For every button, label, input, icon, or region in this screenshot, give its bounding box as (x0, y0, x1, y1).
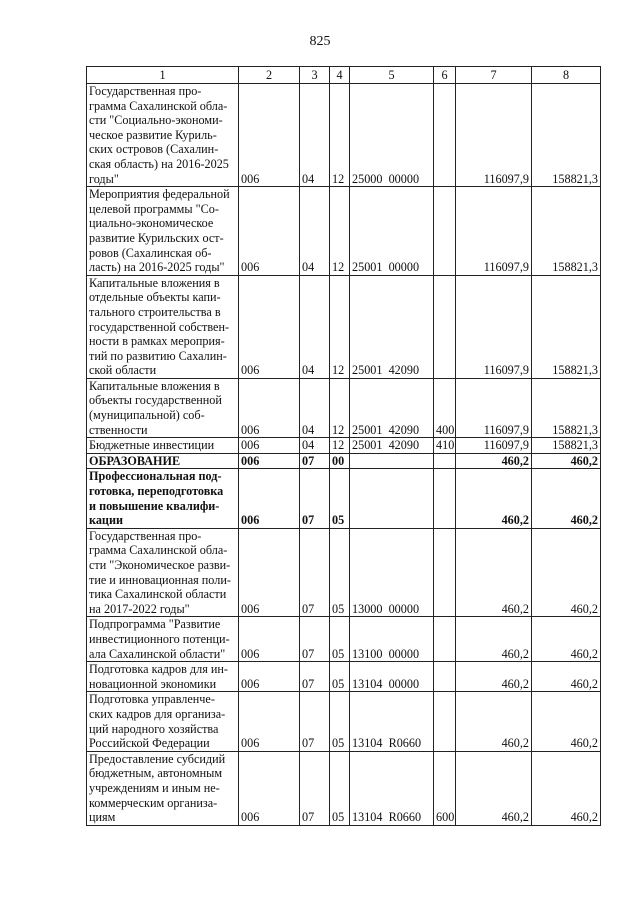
row-name-cell (87, 617, 239, 662)
row-ministry-code: 006 (239, 378, 300, 437)
row-amount-col7: 460,2 (456, 692, 532, 751)
table-header-row (87, 67, 601, 84)
table-row (87, 187, 601, 276)
table-row (87, 662, 601, 692)
table-row (87, 84, 601, 187)
row-amount-col8: 460,2 (532, 751, 601, 825)
row-amount-col8: 460,2 (532, 692, 601, 751)
row-amount-col7: 116097,9 (456, 84, 532, 187)
row-amount-col7: 116097,9 (456, 187, 532, 276)
header-col-6: 6 (434, 67, 456, 84)
table-row (87, 378, 601, 437)
row-name-text: Профессиональная под- готовка, переподготовка и повышение квалифи- кации (89, 469, 224, 528)
row-expense-type: 400 (434, 378, 456, 437)
table-row (87, 692, 601, 751)
row-subsection-code: 05 (330, 528, 350, 617)
row-ministry-code: 006 (239, 438, 300, 454)
row-subsection-code: 00 (330, 453, 350, 469)
row-expense-type (434, 275, 456, 378)
header-col-7: 7 (456, 67, 532, 84)
table-row (87, 528, 601, 617)
row-ministry-code: 006 (239, 528, 300, 617)
row-subsection-code: 05 (330, 469, 350, 528)
row-amount-col8: 460,2 (532, 617, 601, 662)
row-ministry-code: 006 (239, 453, 300, 469)
row-subsection-code: 05 (330, 617, 350, 662)
row-target-code: 13100 00000 (350, 617, 434, 662)
row-section-code: 07 (300, 617, 330, 662)
row-name-cell (87, 187, 239, 276)
row-target-code: 25001 42090 (350, 378, 434, 437)
row-section-code: 04 (300, 438, 330, 454)
row-section-code: 07 (300, 528, 330, 617)
row-amount-col7: 116097,9 (456, 275, 532, 378)
row-subsection-code: 05 (330, 751, 350, 825)
row-amount-col7: 116097,9 (456, 438, 532, 454)
row-ministry-code: 006 (239, 662, 300, 692)
row-name-text: Предоставление субсидий бюджетным, автономным учреждениям и иным не- коммерческим организа- циям (89, 751, 226, 825)
row-amount-col7: 460,2 (456, 469, 532, 528)
table-body (87, 67, 601, 826)
row-amount-col8: 460,2 (532, 453, 601, 469)
table-row (87, 751, 601, 825)
row-target-code: 13104 R0660 (350, 692, 434, 751)
row-ministry-code: 006 (239, 617, 300, 662)
row-target-code: 25001 00000 (350, 187, 434, 276)
row-section-code: 07 (300, 453, 330, 469)
row-amount-col8: 158821,3 (532, 84, 601, 187)
row-section-code: 04 (300, 84, 330, 187)
row-expense-type: 410 (434, 438, 456, 454)
row-section-code: 07 (300, 692, 330, 751)
row-ministry-code: 006 (239, 692, 300, 751)
row-amount-col7: 460,2 (456, 617, 532, 662)
row-amount-col8: 158821,3 (532, 438, 601, 454)
row-amount-col7: 460,2 (456, 528, 532, 617)
row-name-text: Капитальные вложения в отдельные объекты капи- тального строительства в государственной собствен- ности в рамках мероприя- тий по развитию Сахалин- ской области (89, 275, 230, 378)
row-ministry-code: 006 (239, 275, 300, 378)
row-name-cell (87, 528, 239, 617)
row-ministry-code: 006 (239, 751, 300, 825)
row-subsection-code: 05 (330, 692, 350, 751)
header-col-5: 5 (350, 67, 434, 84)
row-name-cell (87, 275, 239, 378)
row-amount-col7: 460,2 (456, 453, 532, 469)
row-target-code (350, 453, 434, 469)
row-name-cell (87, 453, 239, 469)
table-row (87, 438, 601, 454)
row-expense-type (434, 469, 456, 528)
table-row (87, 453, 601, 469)
row-section-code: 07 (300, 469, 330, 528)
row-name-text: Государственная про- грамма Сахалинской обла- сти "Социально-экономи- ческое развитие Куриль- ских островов (Сахалин- ская область) на 2016-2025 годы" (89, 84, 229, 186)
row-expense-type (434, 528, 456, 617)
row-name-cell (87, 84, 239, 187)
row-name-text: Подготовка управленче- ских кадров для организа- ций народного хозяйства Российской Федерации (89, 692, 226, 751)
row-subsection-code: 05 (330, 662, 350, 692)
row-target-code: 25000 00000 (350, 84, 434, 187)
row-name-text: ОБРАЗОВАНИЕ (89, 453, 181, 468)
row-name-cell (87, 692, 239, 751)
row-ministry-code: 006 (239, 187, 300, 276)
row-subsection-code: 12 (330, 84, 350, 187)
row-expense-type: 600 (434, 751, 456, 825)
header-col-2: 2 (239, 67, 300, 84)
header-col-4: 4 (330, 67, 350, 84)
row-expense-type (434, 692, 456, 751)
header-col-1: 1 (87, 67, 239, 84)
row-ministry-code: 006 (239, 84, 300, 187)
header-col-8: 8 (532, 67, 601, 84)
row-expense-type (434, 84, 456, 187)
row-name-cell (87, 378, 239, 437)
row-amount-col8: 158821,3 (532, 378, 601, 437)
row-amount-col8: 460,2 (532, 469, 601, 528)
page-number: 825 (309, 34, 331, 49)
row-name-cell (87, 662, 239, 692)
row-amount-col7: 460,2 (456, 751, 532, 825)
header-col-3: 3 (300, 67, 330, 84)
row-subsection-code: 12 (330, 275, 350, 378)
row-name-text: Подпрограмма "Развитие инвестиционного потенци- ала Сахалинской области" (89, 617, 230, 661)
row-target-code: 25001 42090 (350, 275, 434, 378)
row-name-cell (87, 469, 239, 528)
row-name-text: Бюджетные инвестиции (89, 438, 215, 453)
row-expense-type (434, 662, 456, 692)
row-amount-col8: 460,2 (532, 528, 601, 617)
row-expense-type (434, 453, 456, 469)
row-amount-col8: 460,2 (532, 662, 601, 692)
budget-table (86, 66, 601, 826)
table-row (87, 469, 601, 528)
row-section-code: 04 (300, 275, 330, 378)
row-amount-col8: 158821,3 (532, 275, 601, 378)
row-name-cell (87, 438, 239, 454)
row-name-text: Государственная про- грамма Сахалинской обла- сти "Экономическое разви- тие и инновационная поли- тика Сахалинской области на 2017-2022 годы" (89, 528, 231, 616)
row-name-text: Мероприятия федеральной целевой программы "Со- циально-экономическое развитие Курильских ост- ровов (Сахалинская об- ласть) на 2016-2025 годы" (89, 187, 230, 275)
row-name-text: Капитальные вложения в объекты государственной (муниципальной) соб- ственности (89, 378, 222, 437)
row-ministry-code: 006 (239, 469, 300, 528)
row-section-code: 07 (300, 662, 330, 692)
row-target-code: 13000 00000 (350, 528, 434, 617)
row-name-cell (87, 751, 239, 825)
row-target-code: 13104 00000 (350, 662, 434, 692)
row-amount-col7: 460,2 (456, 662, 532, 692)
table-row (87, 617, 601, 662)
row-section-code: 04 (300, 378, 330, 437)
row-name-text: Подготовка кадров для ин- новационной экономики (89, 662, 228, 691)
row-subsection-code: 12 (330, 187, 350, 276)
row-amount-col8: 158821,3 (532, 187, 601, 276)
row-section-code: 04 (300, 187, 330, 276)
row-expense-type (434, 617, 456, 662)
row-subsection-code: 12 (330, 378, 350, 437)
row-section-code: 07 (300, 751, 330, 825)
row-target-code: 25001 42090 (350, 438, 434, 454)
row-target-code (350, 469, 434, 528)
row-target-code: 13104 R0660 (350, 751, 434, 825)
row-subsection-code: 12 (330, 438, 350, 454)
row-amount-col7: 116097,9 (456, 378, 532, 437)
row-expense-type (434, 187, 456, 276)
table-row (87, 275, 601, 378)
